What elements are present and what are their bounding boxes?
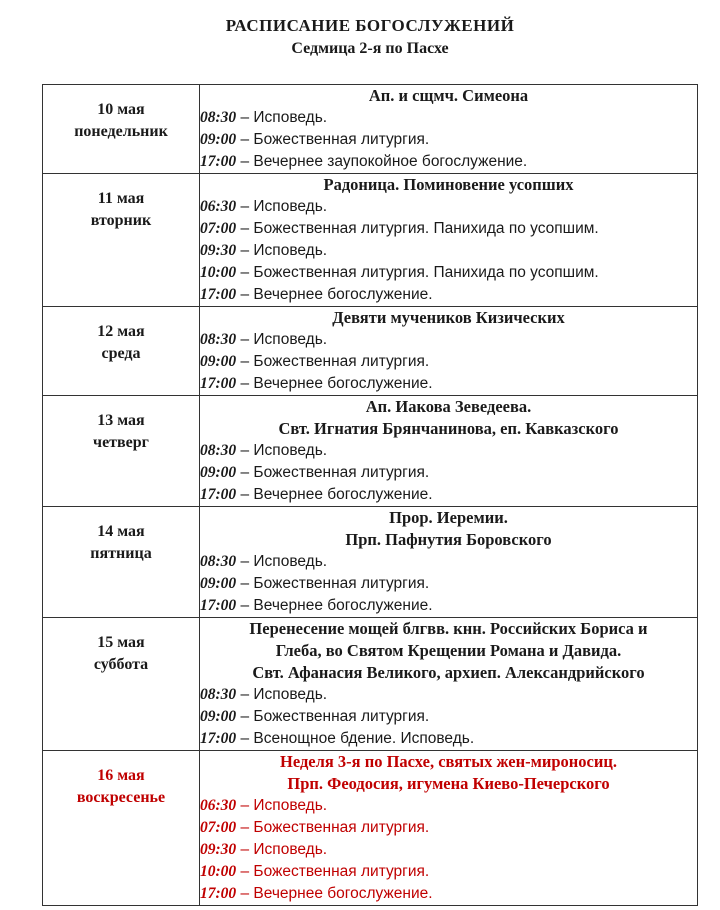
service-description: – Исповедь. — [240, 331, 328, 348]
service-line — [200, 240, 697, 262]
schedule-table — [42, 84, 698, 906]
service-time: 09:30 — [200, 841, 237, 858]
service-line — [200, 706, 697, 728]
service-line — [200, 595, 697, 617]
service-description: – Исповедь. — [240, 686, 328, 703]
service-time: 17:00 — [200, 730, 237, 747]
service-line — [200, 262, 697, 284]
service-line — [200, 462, 697, 484]
feast-title: Свт. Игнатия Брянчанинова, еп. Кавказского — [278, 419, 619, 438]
service-line — [200, 351, 697, 373]
service-time: 08:30 — [200, 686, 237, 703]
service-time: 08:30 — [200, 331, 237, 348]
service-time: 17:00 — [200, 885, 237, 902]
services-cell — [200, 174, 698, 307]
service-description: – Божественная литургия. — [240, 464, 430, 481]
page-subtitle: Седмица 2-я по Пасхе — [291, 40, 449, 57]
schedule-row — [43, 307, 698, 396]
services-cell — [200, 307, 698, 396]
service-time: 09:30 — [200, 242, 237, 259]
feast-title: Глеба, во Святом Крещении Романа и Давида. — [275, 641, 622, 660]
service-description: – Исповедь. — [240, 841, 328, 858]
service-line — [200, 551, 697, 573]
service-line — [200, 839, 697, 861]
service-description: – Божественная литургия. — [240, 131, 430, 148]
service-time: 09:00 — [200, 464, 237, 481]
service-description: – Вечернее богослужение. — [240, 286, 433, 303]
day-date: 15 мая — [97, 634, 145, 651]
service-time: 17:00 — [200, 375, 237, 392]
service-line — [200, 373, 697, 395]
service-time: 17:00 — [200, 153, 237, 170]
day-cell — [43, 85, 200, 174]
day-weekday: среда — [101, 345, 141, 362]
service-description: – Вечернее богослужение. — [240, 885, 433, 902]
service-time: 10:00 — [200, 863, 237, 880]
day-weekday: пятница — [90, 545, 152, 562]
service-line — [200, 795, 697, 817]
service-line — [200, 151, 697, 173]
service-line — [200, 329, 697, 351]
service-line — [200, 284, 697, 306]
day-date: 11 мая — [97, 190, 145, 207]
service-line — [200, 861, 697, 883]
day-cell — [43, 396, 200, 507]
feast-title: Свт. Афанасия Великого, архиеп. Александрийского — [252, 663, 645, 682]
service-time: 08:30 — [200, 442, 237, 459]
schedule-row — [43, 174, 698, 307]
feast-title: Перенесение мощей блгвв. кнн. Российских Бориса и — [249, 619, 648, 638]
service-line — [200, 484, 697, 506]
day-weekday: вторник — [90, 212, 152, 229]
schedule-row — [43, 396, 698, 507]
services-cell — [200, 85, 698, 174]
service-line — [200, 817, 697, 839]
service-time: 06:30 — [200, 198, 237, 215]
day-weekday: понедельник — [74, 123, 168, 140]
day-weekday: четверг — [93, 434, 149, 451]
service-description: – Вечернее богослужение. — [240, 597, 433, 614]
service-description: – Божественная литургия. — [240, 819, 430, 836]
service-time: 09:00 — [200, 708, 237, 725]
feast-title: Неделя 3-я по Пасхе, святых жен-мироносиц. — [280, 752, 617, 771]
service-line — [200, 129, 697, 151]
service-time: 09:00 — [200, 131, 237, 148]
day-cell — [43, 307, 200, 396]
service-line — [200, 218, 697, 240]
day-weekday: суббота — [93, 656, 149, 673]
day-date: 16 мая — [97, 767, 145, 784]
service-description: – Исповедь. — [240, 109, 328, 126]
service-time: 07:00 — [200, 220, 237, 237]
service-time: 10:00 — [200, 264, 237, 281]
day-weekday: воскресенье — [76, 789, 166, 806]
day-date: 12 мая — [97, 323, 145, 340]
service-time: 17:00 — [200, 286, 237, 303]
service-description: – Исповедь. — [240, 198, 328, 215]
service-time: 09:00 — [200, 353, 237, 370]
services-cell — [200, 751, 698, 906]
service-description: – Всенощное бдение. Исповедь. — [240, 730, 475, 747]
service-line — [200, 573, 697, 595]
feast-title: Радоница. Поминовение усопших — [323, 175, 574, 194]
service-line — [200, 440, 697, 462]
service-description: – Божественная литургия. Панихида по усопшим. — [240, 220, 599, 237]
service-time: 08:30 — [200, 109, 237, 126]
service-time: 17:00 — [200, 486, 237, 503]
feast-title: Прп. Феодосия, игумена Киево-Печерского — [287, 774, 610, 793]
day-date: 13 мая — [97, 412, 145, 429]
service-time: 17:00 — [200, 597, 237, 614]
service-description: – Божественная литургия. — [240, 575, 430, 592]
service-time: 07:00 — [200, 819, 237, 836]
service-line — [200, 107, 697, 129]
schedule-row — [43, 507, 698, 618]
day-cell — [43, 174, 200, 307]
day-date: 14 мая — [97, 523, 145, 540]
page-title: РАСПИСАНИЕ БОГОСЛУЖЕНИЙ — [225, 16, 515, 35]
service-description: – Исповедь. — [240, 442, 328, 459]
service-time: 06:30 — [200, 797, 237, 814]
service-description: – Божественная литургия. — [240, 353, 430, 370]
service-time: 09:00 — [200, 575, 237, 592]
services-cell — [200, 618, 698, 751]
service-description: – Вечернее богослужение. — [240, 486, 433, 503]
service-line — [200, 883, 697, 905]
service-line — [200, 196, 697, 218]
day-cell — [43, 618, 200, 751]
service-line — [200, 684, 697, 706]
day-cell — [43, 507, 200, 618]
services-cell — [200, 507, 698, 618]
service-line — [200, 728, 697, 750]
feast-title: Ап. Иакова Зеведеева. — [365, 397, 532, 416]
day-date: 10 мая — [97, 101, 145, 118]
service-description: – Божественная литургия. — [240, 863, 430, 880]
service-time: 08:30 — [200, 553, 237, 570]
service-description: – Божественная литургия. — [240, 708, 430, 725]
feast-title: Прор. Иеремии. — [389, 508, 508, 527]
service-description: – Исповедь. — [240, 797, 328, 814]
service-description: – Вечернее заупокойное богослужение. — [240, 153, 528, 170]
feast-title: Ап. и сщмч. Симеона — [368, 86, 529, 105]
feast-title: Прп. Пафнутия Боровского — [345, 530, 552, 549]
service-description: – Божественная литургия. Панихида по усопшим. — [240, 264, 599, 281]
services-cell — [200, 396, 698, 507]
service-description: – Исповедь. — [240, 553, 328, 570]
schedule-row — [43, 85, 698, 174]
feast-title: Девяти мучеников Кизических — [332, 308, 565, 327]
schedule-row — [43, 618, 698, 751]
service-description: – Исповедь. — [240, 242, 328, 259]
day-cell — [43, 751, 200, 906]
service-description: – Вечернее богослужение. — [240, 375, 433, 392]
schedule-row — [43, 751, 698, 906]
